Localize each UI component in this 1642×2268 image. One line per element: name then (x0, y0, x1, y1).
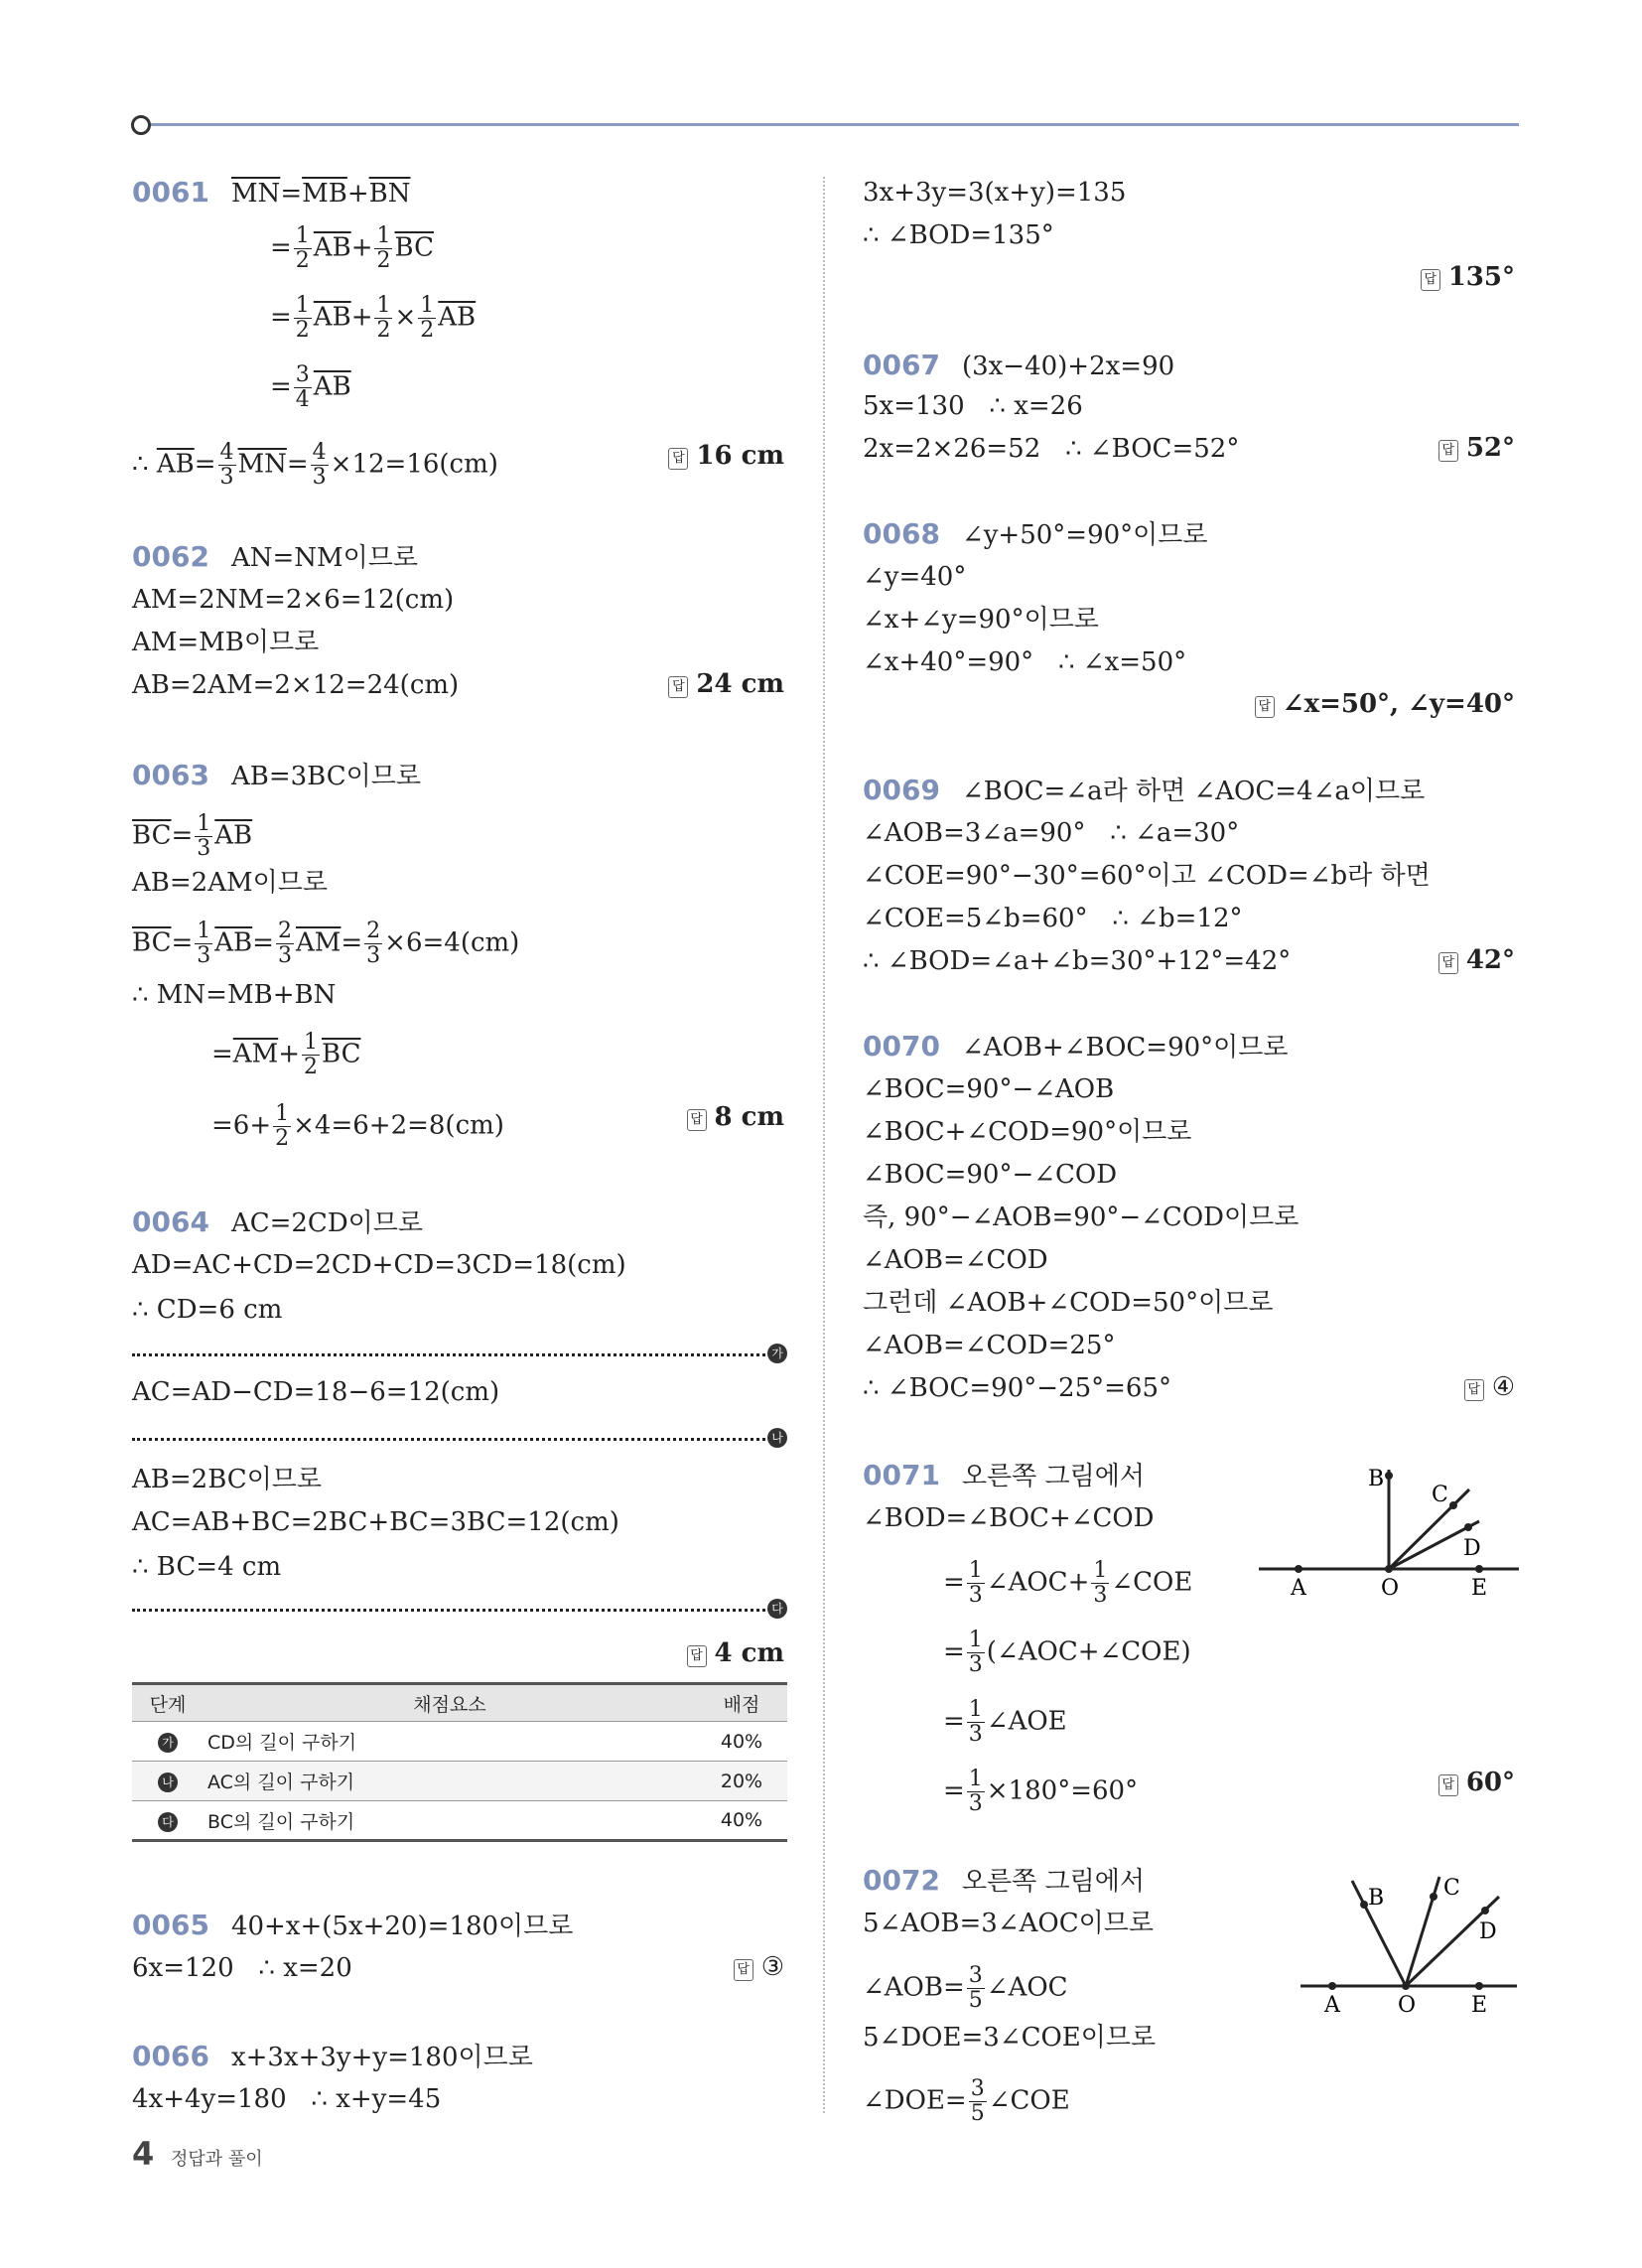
solution-line: = $\frac{1}{3}$ (∠AOC+∠COE) (943, 1628, 1191, 1677)
problem-0069: 0069 ∠BOC=∠a라 하면 ∠AOC=4∠a이므로 (863, 774, 1426, 806)
solution-line: ∠AOB=∠COD=25° (863, 1331, 1116, 1360)
table-header: 배점 (723, 1693, 760, 1716)
problem-0061: 0061 $\overline{MN}=\overline{MB}+\overline{BN}$ (132, 176, 411, 209)
label-O: O (1398, 1993, 1417, 2018)
label-E: E (1471, 1576, 1488, 1599)
solution-line: 4x+4y=180 ∴ x+y=45 (132, 2084, 442, 2114)
solution-line: = $\frac{1}{3}$ ∠AOC+ $\frac{1}{3}$ ∠COE (943, 1558, 1193, 1608)
solution-line: AC=AD−CD=18−6=12(cm) (132, 1377, 500, 1407)
solution-line: ∠BOC=90°−∠COD (863, 1160, 1118, 1190)
step-divider (132, 1353, 765, 1356)
solution-line: ∠BOD=∠BOC+∠COD (863, 1503, 1155, 1533)
step-marker: 나 (767, 1428, 787, 1448)
problem-0071: 0071 오른쪽 그림에서 (863, 1459, 1146, 1491)
solution-line: ∠COE=5∠b=60° ∴ ∠b=12° (863, 904, 1243, 933)
problem-0062: 0062 AN=NM이므로 (132, 540, 418, 573)
solution-line: = $\frac{1}{3}$ ×180°=60° (943, 1767, 1139, 1816)
answer: 답 24 cm (668, 669, 784, 699)
solution-line: ∴ CD=6 cm (132, 1295, 283, 1325)
solution-line: ∠AOB=3∠a=90° ∴ ∠a=30° (863, 818, 1240, 848)
problem-0065: 0065 40+x+(5x+20)=180이므로 (132, 1909, 574, 1941)
solution-line: ∠COE=90°−30°=60°이고 ∠COD=∠b라 하면 (863, 861, 1431, 891)
label-B: B (1368, 1467, 1385, 1491)
solution-line: 5x=130 ∴ x=26 (863, 391, 1083, 421)
problem-0064: 0064 AC=2CD이므로 (132, 1205, 424, 1238)
answer: 답 16 cm (668, 441, 784, 471)
solution-line: $=\overline{AM}+$ $\frac{1}{2}$ $\overline{BC}$ (211, 1030, 361, 1079)
solution-line: AD=AC+CD=2CD+CD=3CD=18(cm) (132, 1250, 626, 1280)
solution-line: AB=2AM=2×12=24(cm) (132, 670, 460, 700)
step-marker: 가 (158, 1733, 178, 1753)
label-O: O (1381, 1576, 1400, 1599)
step-divider (132, 1609, 765, 1612)
header-dot (131, 115, 151, 135)
solution-line: ∠DOE= $\frac{3}{5}$ ∠COE (863, 2076, 1070, 2126)
problem-0072: 0072 오른쪽 그림에서 (863, 1864, 1146, 1897)
solution-line: AB=2AM이므로 (132, 868, 328, 898)
solution-line: 3x+3y=3(x+y)=135 (863, 178, 1127, 208)
answer: 답 42° (1438, 945, 1515, 975)
page-number: 4 (132, 2135, 155, 2173)
solution-line: $\overline{BC}=$ $\frac{1}{3}$ $\overline{AB}=$ $\frac{2}{3}$ $\overline{AM}=$ $\frac{2}{3}$ ×6=4(cm) (132, 919, 520, 968)
step-marker: 나 (158, 1772, 178, 1792)
table-row: 다 BC의 길이 구하기 40% (132, 1801, 787, 1841)
solution-line: 2x=2×26=52 ∴ ∠BOC=52° (863, 434, 1240, 464)
scoring-table (132, 1682, 787, 1842)
column-divider (823, 177, 825, 2113)
solution-line: =6+ $\frac{1}{2}$ ×4=6+2=8(cm) (211, 1101, 504, 1151)
solution-line: AB=2BC이므로 (132, 1465, 323, 1494)
problem-0067: 0067 (3x−40)+2x=90 (863, 349, 1175, 381)
solution-line: = $\frac{1}{2}$ $\overline{AB}+$ $\frac{1}{2}$ $\overline{BC}$ (270, 223, 434, 273)
label-D: D (1479, 1919, 1497, 1944)
solution-line: = $\frac{1}{3}$ ∠AOE (943, 1697, 1067, 1747)
solution-line: ∴ MN=MB+BN (132, 980, 337, 1010)
answer: 답 8 cm (687, 1102, 784, 1132)
solution-line: ∴ ∠BOD=∠a+∠b=30°+12°=42° (863, 946, 1292, 976)
solution-line: 5∠DOE=3∠COE이므로 (863, 2023, 1157, 2053)
table-row: 나 AC의 길이 구하기 20% (132, 1762, 787, 1801)
solution-line: 즉, 90°−∠AOB=90°−∠COD이므로 (863, 1203, 1300, 1232)
label-E: E (1471, 1993, 1488, 2018)
solution-line: = $\frac{1}{2}$ $\overline{AB}+$ $\frac{1}{2}$ × $\frac{1}{2}$ $\overline{AB}$ (270, 293, 477, 343)
problem-0066: 0066 x+3x+3y+y=180이므로 (132, 2040, 533, 2072)
step-marker: 다 (158, 1812, 178, 1832)
header-rule (139, 123, 1519, 126)
label-C: C (1443, 1876, 1460, 1901)
solution-line: 그런데 ∠AOB+∠COD=50°이므로 (863, 1288, 1274, 1318)
answer: 답 52° (1438, 433, 1515, 463)
label-A: A (1324, 1993, 1340, 2018)
problem-0070: 0070 ∠AOB+∠BOC=90°이므로 (863, 1030, 1289, 1063)
solution-line: ∠BOC+∠COD=90°이므로 (863, 1117, 1192, 1147)
answer: 답 60° (1438, 1768, 1515, 1797)
table-header: 채점요소 (413, 1693, 486, 1716)
solution-line: $\overline{BC}=$ $\frac{1}{3}$ $\overline{AB}$ (132, 811, 253, 861)
solution-line: AC=AB+BC=2BC+BC=3BC=12(cm) (132, 1507, 619, 1537)
problem-0063: 0063 AB=3BC이므로 (132, 759, 421, 791)
label-C: C (1432, 1483, 1448, 1507)
solution-line: ∴ $\overline{AB}=$ $\frac{4}{3}$ $\overline{MN}=$ $\frac{4}{3}$ ×12=16(cm) (132, 440, 498, 490)
solution-line: AM=MB이므로 (132, 628, 320, 657)
solution-line: ∴ ∠BOC=90°−25°=65° (863, 1373, 1171, 1403)
solution-line: ∠AOB=∠COD (863, 1245, 1048, 1275)
angle-figure-0072 (1300, 1859, 1524, 2018)
solution-line: ∴ BC=4 cm (132, 1552, 282, 1582)
solution-line: ∴ ∠BOD=135° (863, 220, 1054, 250)
solution-line: ∠x+∠y=90°이므로 (863, 605, 1099, 635)
solution-line: = $\frac{3}{4}$ $\overline{AB}$ (270, 362, 351, 412)
solution-line: ∠x+40°=90° ∴ ∠x=50° (863, 647, 1187, 677)
solution-line: AM=2NM=2×6=12(cm) (132, 585, 455, 615)
angle-figure-0071 (1259, 1460, 1527, 1599)
page-footer-title: 정답과 풀이 (171, 2149, 263, 2170)
step-marker: 가 (767, 1344, 787, 1363)
table-header: 단계 (149, 1693, 187, 1716)
table-row: 가 CD의 길이 구하기 40% (132, 1722, 787, 1762)
step-divider (132, 1438, 765, 1441)
answer: 답 ∠x=50°, ∠y=40° (1255, 689, 1515, 719)
step-marker: 다 (767, 1599, 787, 1619)
solution-line: 5∠AOB=3∠AOC이므로 (863, 1909, 1154, 1938)
label-B: B (1368, 1886, 1385, 1911)
problem-number: 0061 (132, 176, 209, 209)
answer: 답 4 cm (687, 1638, 784, 1668)
answer: 답 135° (1421, 262, 1515, 292)
label-A: A (1291, 1576, 1306, 1599)
answer: 답 ③ (734, 1952, 784, 1982)
answer: 답 ④ (1464, 1372, 1515, 1402)
solution-line: ∠AOB= $\frac{3}{5}$ ∠AOC (863, 1963, 1068, 2013)
solution-line: 6x=120 ∴ x=20 (132, 1953, 352, 1983)
solution-line: ∠y=40° (863, 562, 967, 592)
solution-line: ∠BOC=90°−∠AOB (863, 1074, 1115, 1104)
label-D: D (1463, 1536, 1481, 1561)
problem-0068: 0068 ∠y+50°=90°이므로 (863, 517, 1208, 550)
